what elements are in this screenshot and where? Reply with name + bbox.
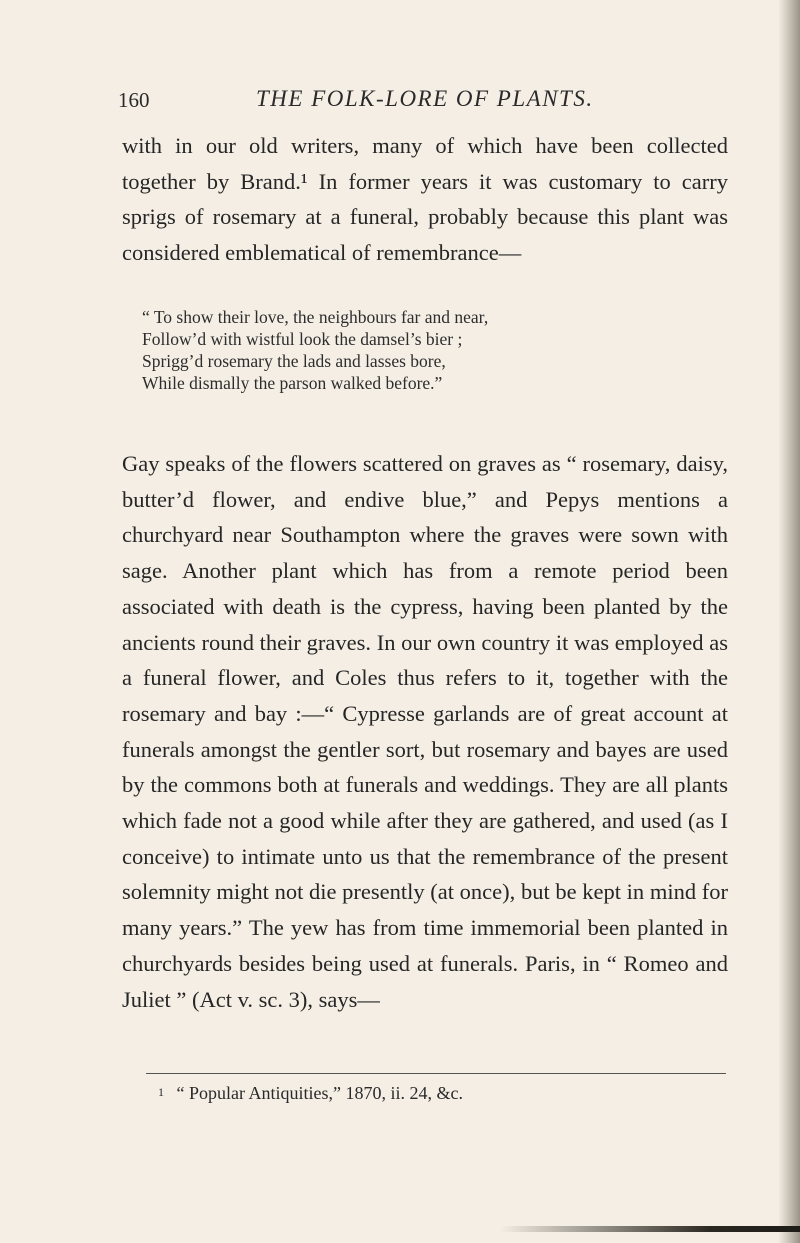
verse-line: “ To show their love, the neighbours far and near, xyxy=(142,307,489,327)
page-edge-shadow xyxy=(778,0,800,1243)
verse-line: Follow’d with wistful look the damsel’s bier ; xyxy=(142,329,463,349)
page-header xyxy=(118,84,718,116)
body-paragraph-2: Gay speaks of the flowers scattered on graves as “ rosemary, daisy, butter’d flower, and endive blue,” and Pepys mentions a churchyard near Southampton where the graves were sown with sage. Another plant which has from a remote period been associated with death is the cypress, having been planted by the ancients round their graves. In our own country it was employed as a funeral flower, and Coles thus refers to it, together with the rosemary and bay :—“ Cypresse garlands are of great account at funerals amongst the gentler sort, but rosemary and bayes are used by the commons both at funerals and weddings. They are all plants which fade not a good while after they are gathered, and used (as I conceive) to intimate unto us that the remembrance of the present solemnity might not die presently (at once), but be kept in mind for many years.” The yew has from time immemorial been planted in churchyards besides being used at funerals. Paris, in “ Romeo and Juliet ” (Act v. sc. 3), says— xyxy=(122,451,728,1012)
page-number: 160 xyxy=(118,88,150,112)
verse-quotation xyxy=(142,306,702,394)
running-head: THE FOLK-LORE OF PLANTS. xyxy=(256,86,594,111)
verse-line: While dismally the parson walked before.” xyxy=(142,373,443,393)
footnote xyxy=(158,1081,718,1104)
footnote-mark: 1 xyxy=(158,1085,164,1099)
body-paragraph-1: with in our old writers, many of which have been collected together by Brand.¹ In former years it was customary to carry sprigs of rosemary at a funeral, probably because this plant was considered emblematical of remembrance— xyxy=(122,133,728,266)
footnote-text: “ Popular Antiquities,” 1870, ii. 24, &c. xyxy=(176,1083,463,1103)
verse-line: Sprigg’d rosemary the lads and lasses bore, xyxy=(142,351,446,371)
page-bottom-edge xyxy=(500,1226,800,1232)
footnote-divider xyxy=(146,1073,726,1074)
